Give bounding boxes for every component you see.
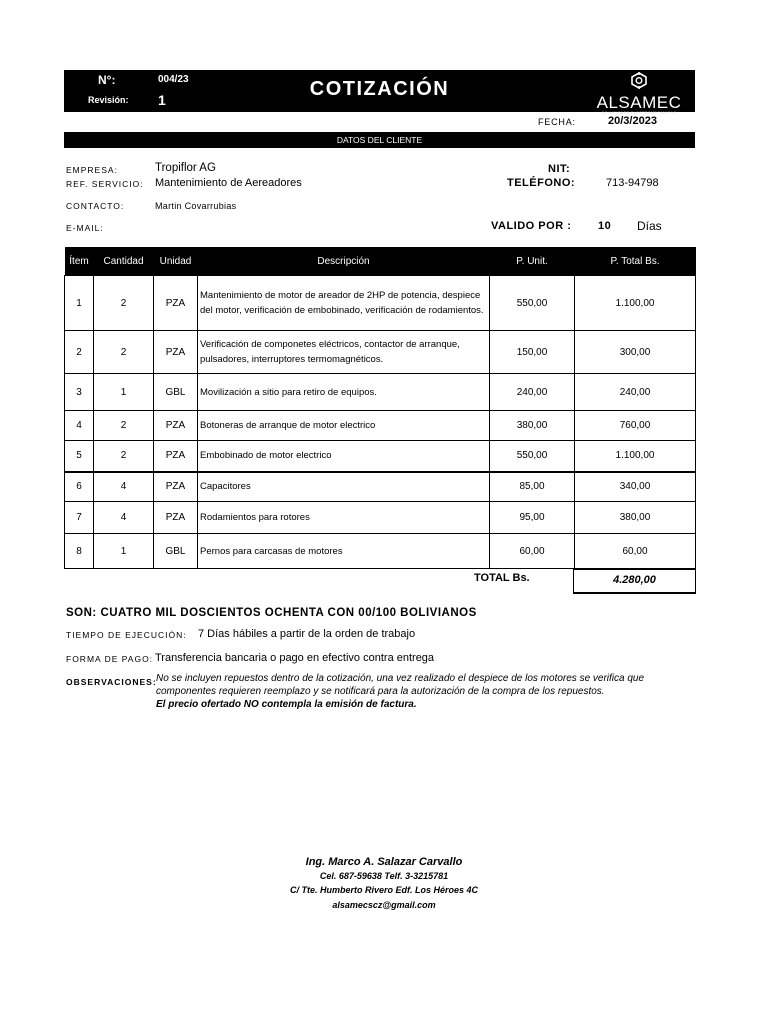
telefono-label: TELÉFONO:	[507, 177, 576, 189]
table-row	[65, 502, 696, 534]
cell-ptotal: 240,00	[575, 374, 696, 411]
signer-email: alsamecscz@gmail.com	[332, 900, 436, 910]
cell-desc: Pernos para carcasas de motores	[198, 534, 490, 569]
cell-item: 1	[65, 276, 94, 331]
cell-qty: 1	[94, 534, 154, 569]
cell-punit: 380,00	[490, 411, 575, 441]
cell-ptotal: 300,00	[575, 331, 696, 374]
cell-unit: PZA	[154, 331, 198, 374]
cell-unit: PZA	[154, 472, 198, 502]
cell-ptotal: 60,00	[575, 534, 696, 569]
obs-line-1: No se incluyen repuestos dentro de la cotización, una vez realizado el despiece de los motores se verifica que	[156, 673, 645, 684]
company-logo	[593, 72, 685, 115]
date-label: FECHA:	[538, 117, 576, 127]
obs-label: OBSERVACIONES:	[66, 677, 157, 687]
cell-qty: 4	[94, 502, 154, 534]
logo-text: ALSAMEC	[596, 93, 682, 112]
quote-header	[64, 70, 695, 115]
table-row	[65, 331, 696, 374]
cell-qty: 2	[94, 411, 154, 441]
valido-value: 10	[598, 220, 612, 232]
number-label: N°:	[98, 73, 116, 87]
logo-subtitle: SOLUCIONES ELECTROMECANICAS	[601, 111, 677, 115]
ref-value: Mantenimiento de Aereadores	[155, 177, 302, 189]
cell-ptotal: 760,00	[575, 411, 696, 441]
table-row	[65, 374, 696, 411]
col-punit: P. Unit.	[490, 247, 575, 276]
cell-desc: Verificación de componetes eléctricos, contactor de arranque, pulsadores, interruptores termomagnéticos.	[198, 331, 490, 374]
contacto-value: Martin Covarrubias	[155, 201, 237, 211]
gear-icon	[629, 72, 649, 89]
cell-qty: 1	[94, 374, 154, 411]
contacto-label: CONTACTO:	[66, 201, 125, 211]
cell-desc: Capacitores	[198, 472, 490, 502]
obs-line-2: componentes requieren reemplazo y se notificará para la autorización de la compra de los repuestos.	[156, 686, 605, 697]
pago-value: Transferencia bancaria o pago en efectivo contra entrega	[155, 652, 435, 664]
revision-label: Revisión:	[88, 95, 129, 105]
cell-item: 8	[65, 534, 94, 569]
cell-ptotal: 1.100,00	[575, 276, 696, 331]
telefono-value: 713-94798	[606, 177, 659, 189]
cell-punit: 95,00	[490, 502, 575, 534]
cell-qty: 2	[94, 331, 154, 374]
items-table	[64, 247, 696, 569]
valido-unit: Días	[637, 219, 662, 233]
signer-phones: Cel. 687-59638 Telf. 3-3215781	[319, 871, 449, 881]
empresa-label: EMPRESA:	[66, 165, 118, 175]
cell-qty: 2	[94, 276, 154, 331]
cell-desc: Rodamientos para rotores	[198, 502, 490, 534]
tiempo-value: 7 Días hábiles a partir de la orden de trabajo	[198, 628, 416, 640]
observaciones	[156, 672, 716, 711]
col-item: Ítem	[65, 247, 94, 276]
cell-item: 4	[65, 411, 94, 441]
table-row	[65, 441, 696, 472]
number-value: 004/23	[158, 74, 189, 85]
cell-desc: Embobinado de motor electrico	[198, 441, 490, 472]
email-label: E-MAIL:	[66, 223, 104, 233]
cell-item: 5	[65, 441, 94, 472]
client-section-bar: DATOS DEL CLIENTE	[64, 132, 695, 148]
cell-ptotal: 380,00	[575, 502, 696, 534]
cell-item: 7	[65, 502, 94, 534]
cell-unit: PZA	[154, 502, 198, 534]
table-row	[65, 534, 696, 569]
col-cantidad: Cantidad	[94, 247, 154, 276]
cell-punit: 85,00	[490, 472, 575, 502]
cell-ptotal: 340,00	[575, 472, 696, 502]
valido-label: VALIDO POR :	[491, 220, 572, 232]
cell-punit: 60,00	[490, 534, 575, 569]
nit-label: NIT:	[548, 163, 571, 175]
amount-in-words: SON: CUATRO MIL DOSCIENTOS OCHENTA CON 00/100 BOLIVIANOS	[66, 607, 477, 619]
cell-qty: 2	[94, 441, 154, 472]
obs-line-3: El precio ofertado NO contempla la emisión de factura.	[156, 699, 417, 710]
total-value: 4.280,00	[573, 569, 696, 594]
table-row	[65, 411, 696, 441]
cell-desc: Movilización a sitio para retiro de equipos.	[198, 374, 490, 411]
total-label: TOTAL Bs.	[474, 572, 530, 584]
cell-unit: PZA	[154, 276, 198, 331]
cell-unit: PZA	[154, 411, 198, 441]
cell-unit: PZA	[154, 441, 198, 472]
ref-label: REF. SERVICIO:	[66, 179, 144, 189]
date-value: 20/3/2023	[608, 115, 657, 127]
cell-item: 6	[65, 472, 94, 502]
cell-qty: 4	[94, 472, 154, 502]
pago-label: FORMA DE PAGO:	[66, 654, 154, 664]
cell-desc: Mantenimiento de motor de areador de 2HP de potencia, despiece del motor, verificación de embobinado, verificación de rodamientos.	[198, 276, 490, 331]
col-unidad: Unidad	[154, 247, 198, 276]
revision-value: 1	[158, 92, 166, 108]
cell-punit: 550,00	[490, 441, 575, 472]
col-ptotal: P. Total Bs.	[575, 247, 696, 276]
table-header-row	[65, 247, 696, 276]
cell-punit: 550,00	[490, 276, 575, 331]
page-title: COTIZACIÓN	[309, 78, 450, 100]
signer-address: C/ Tte. Humberto Rivero Edf. Los Héroes 4C	[289, 885, 479, 895]
signer-name: Ing. Marco A. Salazar Carvallo	[305, 856, 463, 868]
tiempo-label: TIEMPO DE EJECUCIÓN:	[66, 630, 187, 640]
cell-ptotal: 1.100,00	[575, 441, 696, 472]
cell-punit: 240,00	[490, 374, 575, 411]
cell-desc: Botoneras de arranque de motor electrico	[198, 411, 490, 441]
col-descripcion: Descripción	[198, 247, 490, 276]
cell-item: 3	[65, 374, 94, 411]
cell-unit: GBL	[154, 374, 198, 411]
table-row	[65, 276, 696, 331]
cell-unit: GBL	[154, 534, 198, 569]
cell-item: 2	[65, 331, 94, 374]
table-row	[65, 472, 696, 502]
empresa-value: Tropiflor AG	[155, 162, 216, 174]
cell-punit: 150,00	[490, 331, 575, 374]
